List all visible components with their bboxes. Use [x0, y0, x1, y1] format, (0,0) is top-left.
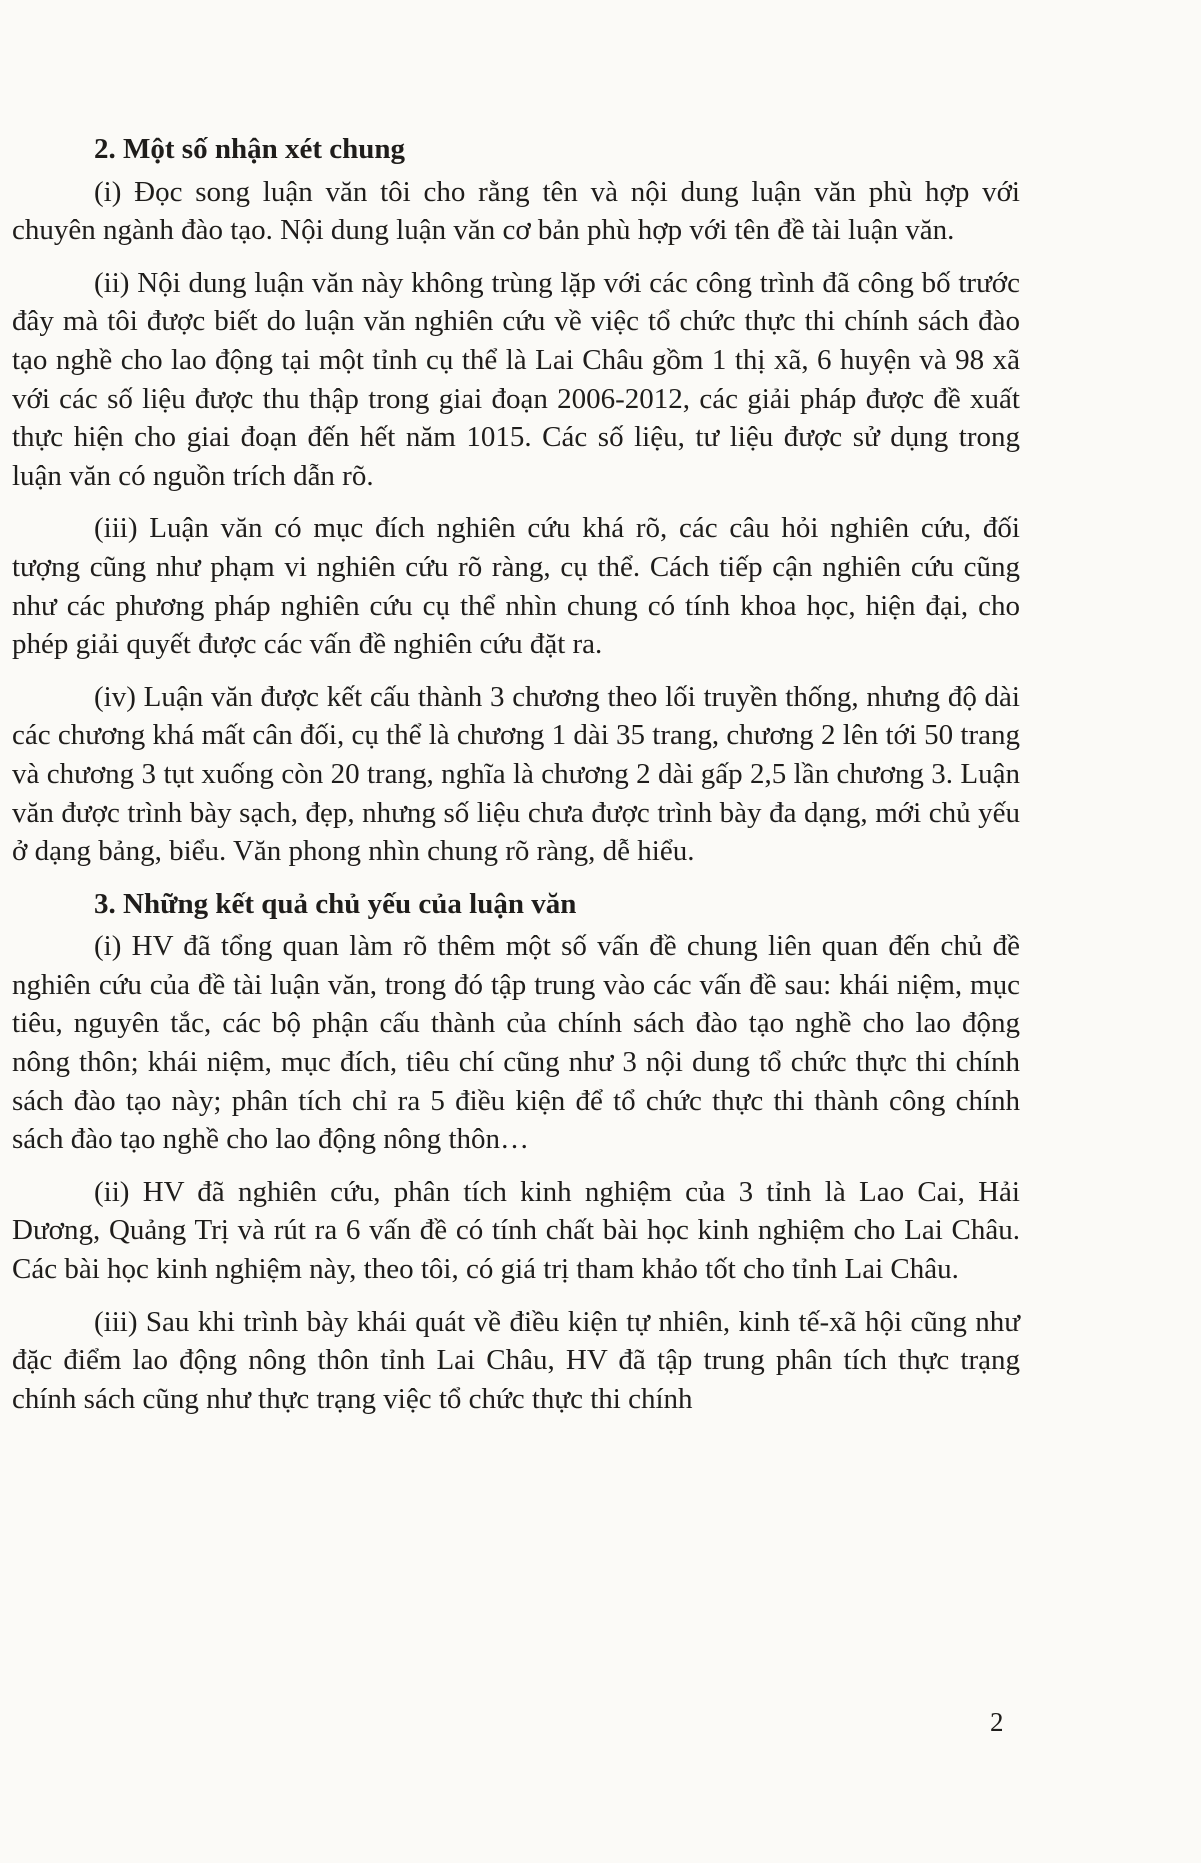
section-2-heading: 2. Một số nhận xét chung: [94, 133, 405, 165]
section-2-paragraph-2: (ii) Nội dung luận văn này không trùng lặp với các công trình đã công bố trước đây mà tôi được biết do luận văn nghiên cứu về việc tổ chức thực thi chính sách đào tạo nghề cho lao động tại một tỉnh cụ thể là Lai Châu gồm 1 thị xã, 6 huyện và 98 xã với các số liệu được thu thập trong giai đoạn 2006-2012, các giải pháp được đề xuất thực hiện cho giai đoạn đến hết năm 1015. Các số liệu, tư liệu được sử dụng trong luận văn có nguồn trích dẫn rõ.: [12, 266, 1020, 492]
section-3-paragraph-1: (i) HV đã tổng quan làm rõ thêm một số vấn đề chung liên quan đến chủ đề nghiên cứu của đề tài luận văn, trong đó tập trung vào các vấn đề sau: khái niệm, mục tiêu, nguyên tắc, các bộ phận cấu thành của chính sách đào tạo nghề cho lao động nông thôn; khái niệm, mục đích, tiêu chí cũng như 3 nội dung tổ chức thực thi chính sách đào tạo này; phân tích chỉ ra 5 điều kiện để tổ chức thực thi thành công chính sách đào tạo nghề cho lao động nông thôn…: [12, 930, 1020, 1156]
section-2-paragraph-4: (iv) Luận văn được kết cấu thành 3 chương theo lối truyền thống, nhưng độ dài các chương khá mất cân đối, cụ thể là chương 1 dài 35 trang, chương 2 lên tới 50 trang và chương 3 tụt xuống còn 20 trang, nghĩa là chương 2 dài gấp 2,5 lần chương 3. Luận văn được trình bày sạch, đẹp, nhưng số liệu chưa được trình bày đa dạng, mới chủ yếu ở dạng bảng, biểu. Văn phong nhìn chung rõ ràng, dễ hiểu.: [12, 680, 1021, 868]
section-3-paragraph-3: (iii) Sau khi trình bày khái quát về điều kiện tự nhiên, kinh tế-xã hội cũng như đặc điểm lao động nông thôn tỉnh Lai Châu, HV đã tập trung phân tích thực trạng chính sách cũng như thực trạng việc tổ chức thực thi chính: [12, 1305, 1020, 1415]
page-number: 2: [990, 1707, 1004, 1737]
section-2-paragraph-3: (iii) Luận văn có mục đích nghiên cứu khá rõ, các câu hỏi nghiên cứu, đối tượng cũng như phạm vi nghiên cứu rõ ràng, cụ thể. Cách tiếp cận nghiên cứu cũng như các phương pháp nghiên cứu cụ thể nhìn chung có tính khoa học, hiện đại, cho phép giải quyết được các vấn đề nghiên cứu đặt ra.: [12, 512, 1020, 661]
section-3-paragraph-2: (ii) HV đã nghiên cứu, phân tích kinh nghiệm của 3 tỉnh là Lao Cai, Hải Dương, Quảng Trị và rút ra 6 vấn đề có tính chất bài học kinh nghiệm cho Lai Châu. Các bài học kinh nghiệm này, theo tôi, có giá trị tham khảo tốt cho tỉnh Lai Châu.: [12, 1175, 1020, 1286]
page-content: [12, 130, 1020, 1432]
section-3-heading: 3. Những kết quả chủ yếu của luận văn: [94, 887, 577, 920]
section-2-paragraph-1: (i) Đọc song luận văn tôi cho rằng tên và nội dung luận văn phù hợp với chuyên ngành đào tạo. Nội dung luận văn cơ bản phù hợp với tên đề tài luận văn.: [12, 175, 1020, 247]
